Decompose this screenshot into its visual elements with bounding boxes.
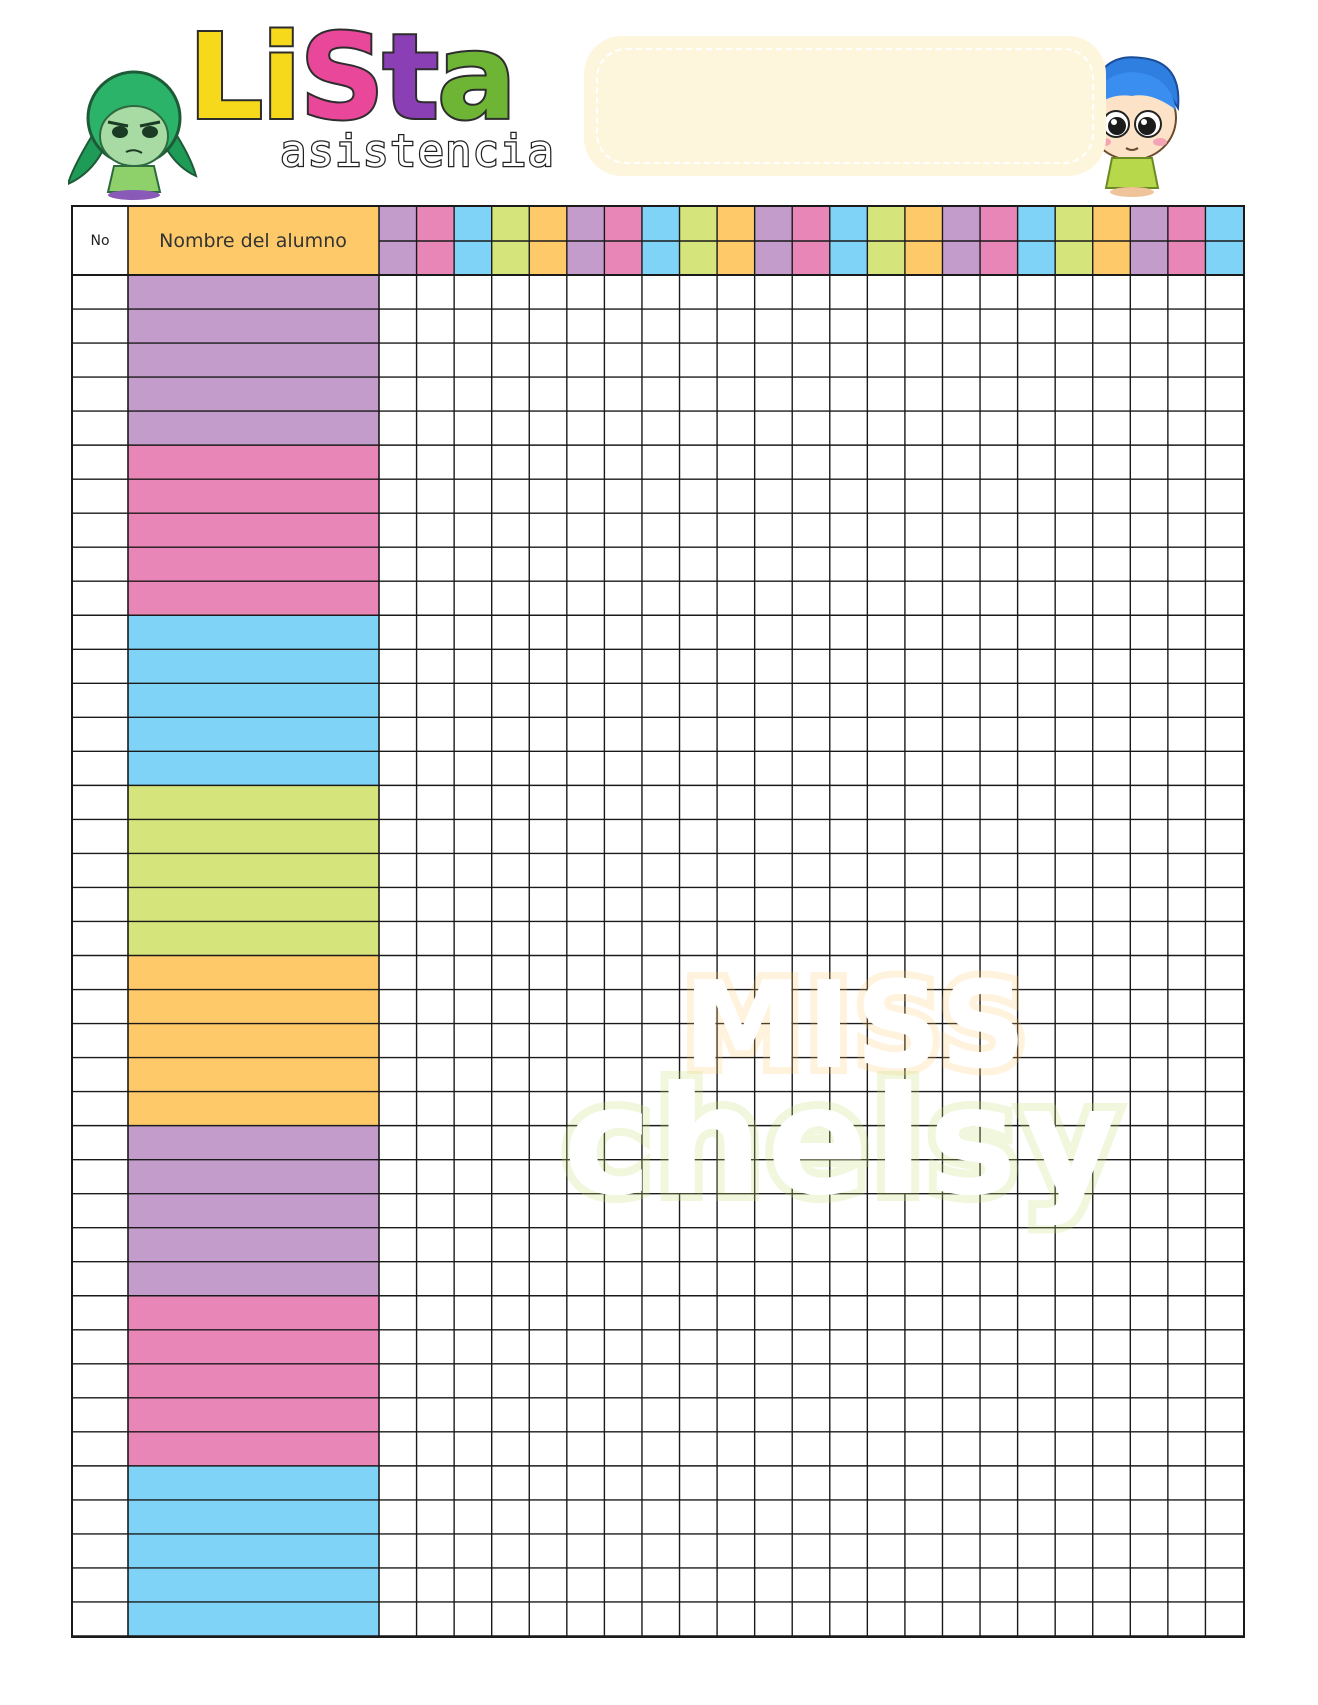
student-name-cell [128,649,379,683]
watermark-line-1: MISS [683,957,1031,1096]
student-name-cell [128,1432,379,1466]
title-field-box[interactable] [584,36,1106,176]
student-name-cell [128,1398,379,1432]
student-name-cell [128,1466,379,1500]
header-student-name: Nombre del alumno [128,207,378,275]
student-name-cell [128,275,379,309]
student-name-cell [128,1296,379,1330]
student-name-cell [128,751,379,785]
disgust-character-icon [68,56,198,200]
student-name-cell [128,615,379,649]
student-name-cell [128,990,379,1024]
student-name-cell [128,1568,379,1602]
logo-letter-2: i [261,8,300,146]
logo-letter-4: t [382,8,438,146]
student-name-cell [128,887,379,921]
logo-letter-1: L [188,8,262,146]
student-name-cell [128,1330,379,1364]
student-name-cell [128,377,379,411]
logo-letter-3: S [299,8,383,146]
student-name-cell [128,479,379,513]
student-name-cell [128,343,379,377]
student-name-cell [128,581,379,615]
logo-word [188,8,515,146]
student-name-cell [128,411,379,445]
student-name-cell [128,1126,379,1160]
student-name-cell [128,921,379,955]
student-name-cell [128,1500,379,1534]
student-name-cell [128,717,379,751]
student-name-cell [128,956,379,990]
student-name-cell [128,547,379,581]
student-name-cell [128,1024,379,1058]
watermark-line-2: chelsy [563,1055,1123,1229]
header-no: No [90,233,110,249]
student-name-cell [128,309,379,343]
attendance-table [71,205,1245,1638]
student-name-cell [128,1364,379,1398]
student-name-cell [128,1194,379,1228]
student-name-cell [128,1228,379,1262]
student-name-cell [128,853,379,887]
student-name-cell [128,513,379,547]
logo-letter-5: a [437,8,515,146]
attendance-grid [73,207,1243,1636]
student-name-cell [128,683,379,717]
student-name-cell [128,819,379,853]
student-name-cell [128,1058,379,1092]
student-name-cell [128,1534,379,1568]
student-name-cell [128,1160,379,1194]
student-name-cell [128,1602,379,1636]
student-name-cell [128,1262,379,1296]
logo-subtitle: asistencia [280,126,555,177]
student-name-cell [128,445,379,479]
student-name-cell [128,785,379,819]
student-name-cell [128,1092,379,1126]
